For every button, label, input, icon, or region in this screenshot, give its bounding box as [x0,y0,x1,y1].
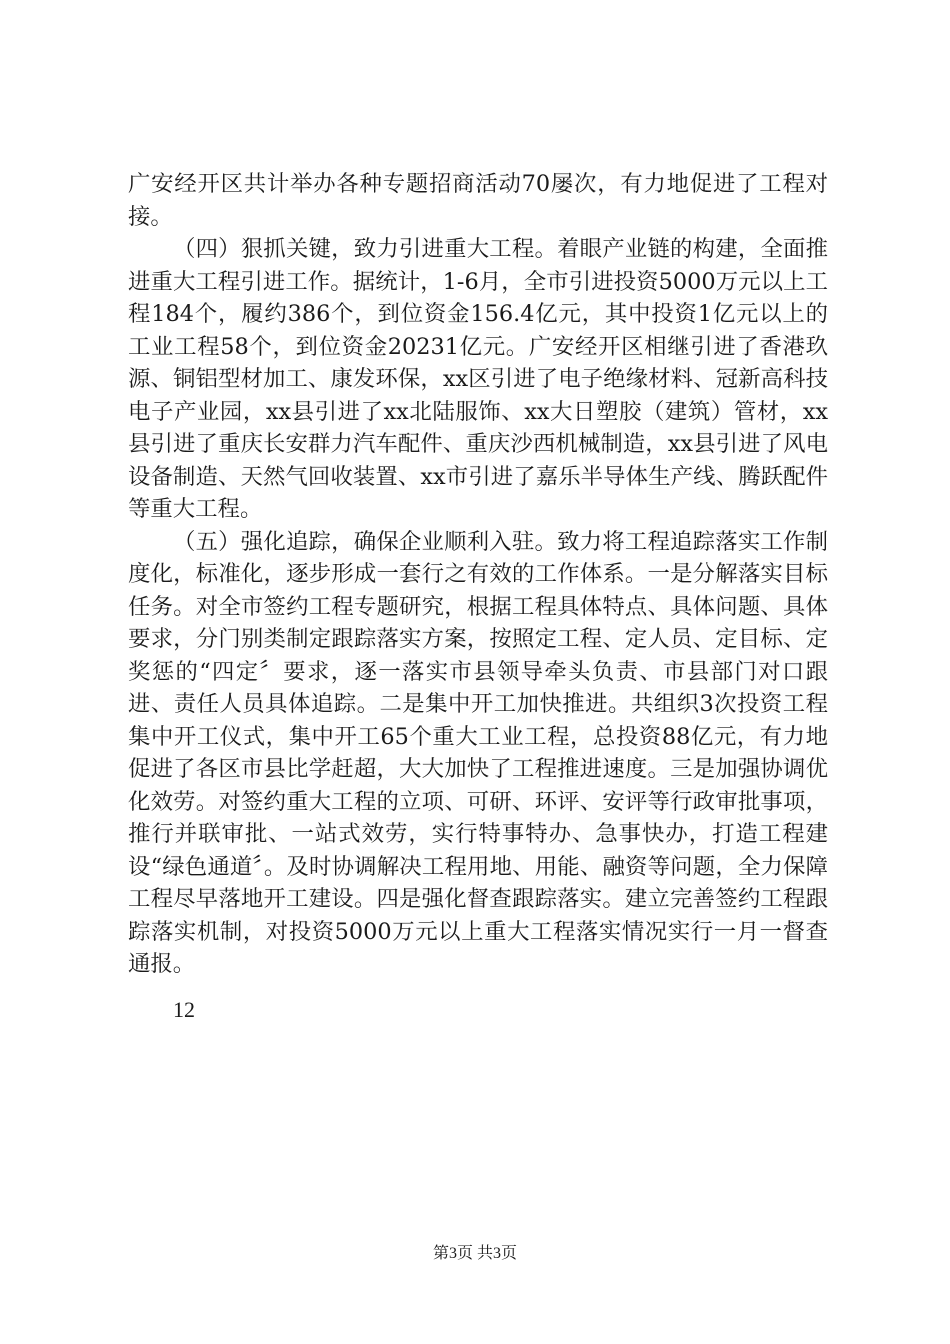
paragraph-continuation: 广安经开区共计举办各种专题招商活动70屡次，有力地促进了工程对接。 [128,171,828,230]
page-footer: 第3页 共3页 [432,1245,517,1262]
paragraph-section-4: （四）狠抓关键，致力引进重大工程。着眼产业链的构建，全面推进重大工程引进工作。据统计，1-6月，全市引进投资5000万元以上工程184个，履约386个，到位资金156.4亿元，其中投资1亿元以上的工业工程58个，到位资金20231亿元。广安经开区相继引进了香港玖源、铜铝型材加工、康发环保，xx区引进了电子绝缘材料、冠新高科技电子产业园，xx县引进了xx北陆服饰、xx大日塑胶（建筑）管材，xx县引进了重庆长安群力汽车配件、重庆沙西机械制造，xx县引进了风电设备制造、天然气回收装置、xx市引进了嘉乐半导体生产线、腾跃配件等重大工程。 [128,236,828,522]
paragraph-section-5: （五）强化追踪，确保企业顺利入驻。致力将工程追踪落实工作制度化，标准化，逐步形成一套行之有效的工作体系。一是分解落实目标任务。对全市签约工程专题研究，根据工程具体特点、具体问题、具体要求，分门别类制定跟踪落实方案，按照定工程、定人员、定目标、定奖惩的“四定〞要求，逐一落实市县领导牵头负责、市县部门对口跟进、责任人员具体追踪。二是集中开工加快推进。共组织3次投资工程集中开工仪式，集中开工65个重大工业工程，总投资88亿元，有力地促进了各区市县比学赶超，大大加快了工程推进速度。三是加强协调优化效劳。对签约重大工程的立项、可研、环评、安评等行政审批事项，推行并联审批、一站式效劳，实行特事特办、急事快办，打造工程建设“绿色通道〞。及时协调解决工程用地、用能、融资等问题，全力保障工程尽早落地开工建设。四是强化督查跟踪落实。建立完善签约工程跟踪落实机制，对投资5000万元以上重大工程落实情况实行一月一督查通报。 [128,528,828,977]
page-marker: 12 [173,997,195,1022]
document-body [128,168,828,981]
